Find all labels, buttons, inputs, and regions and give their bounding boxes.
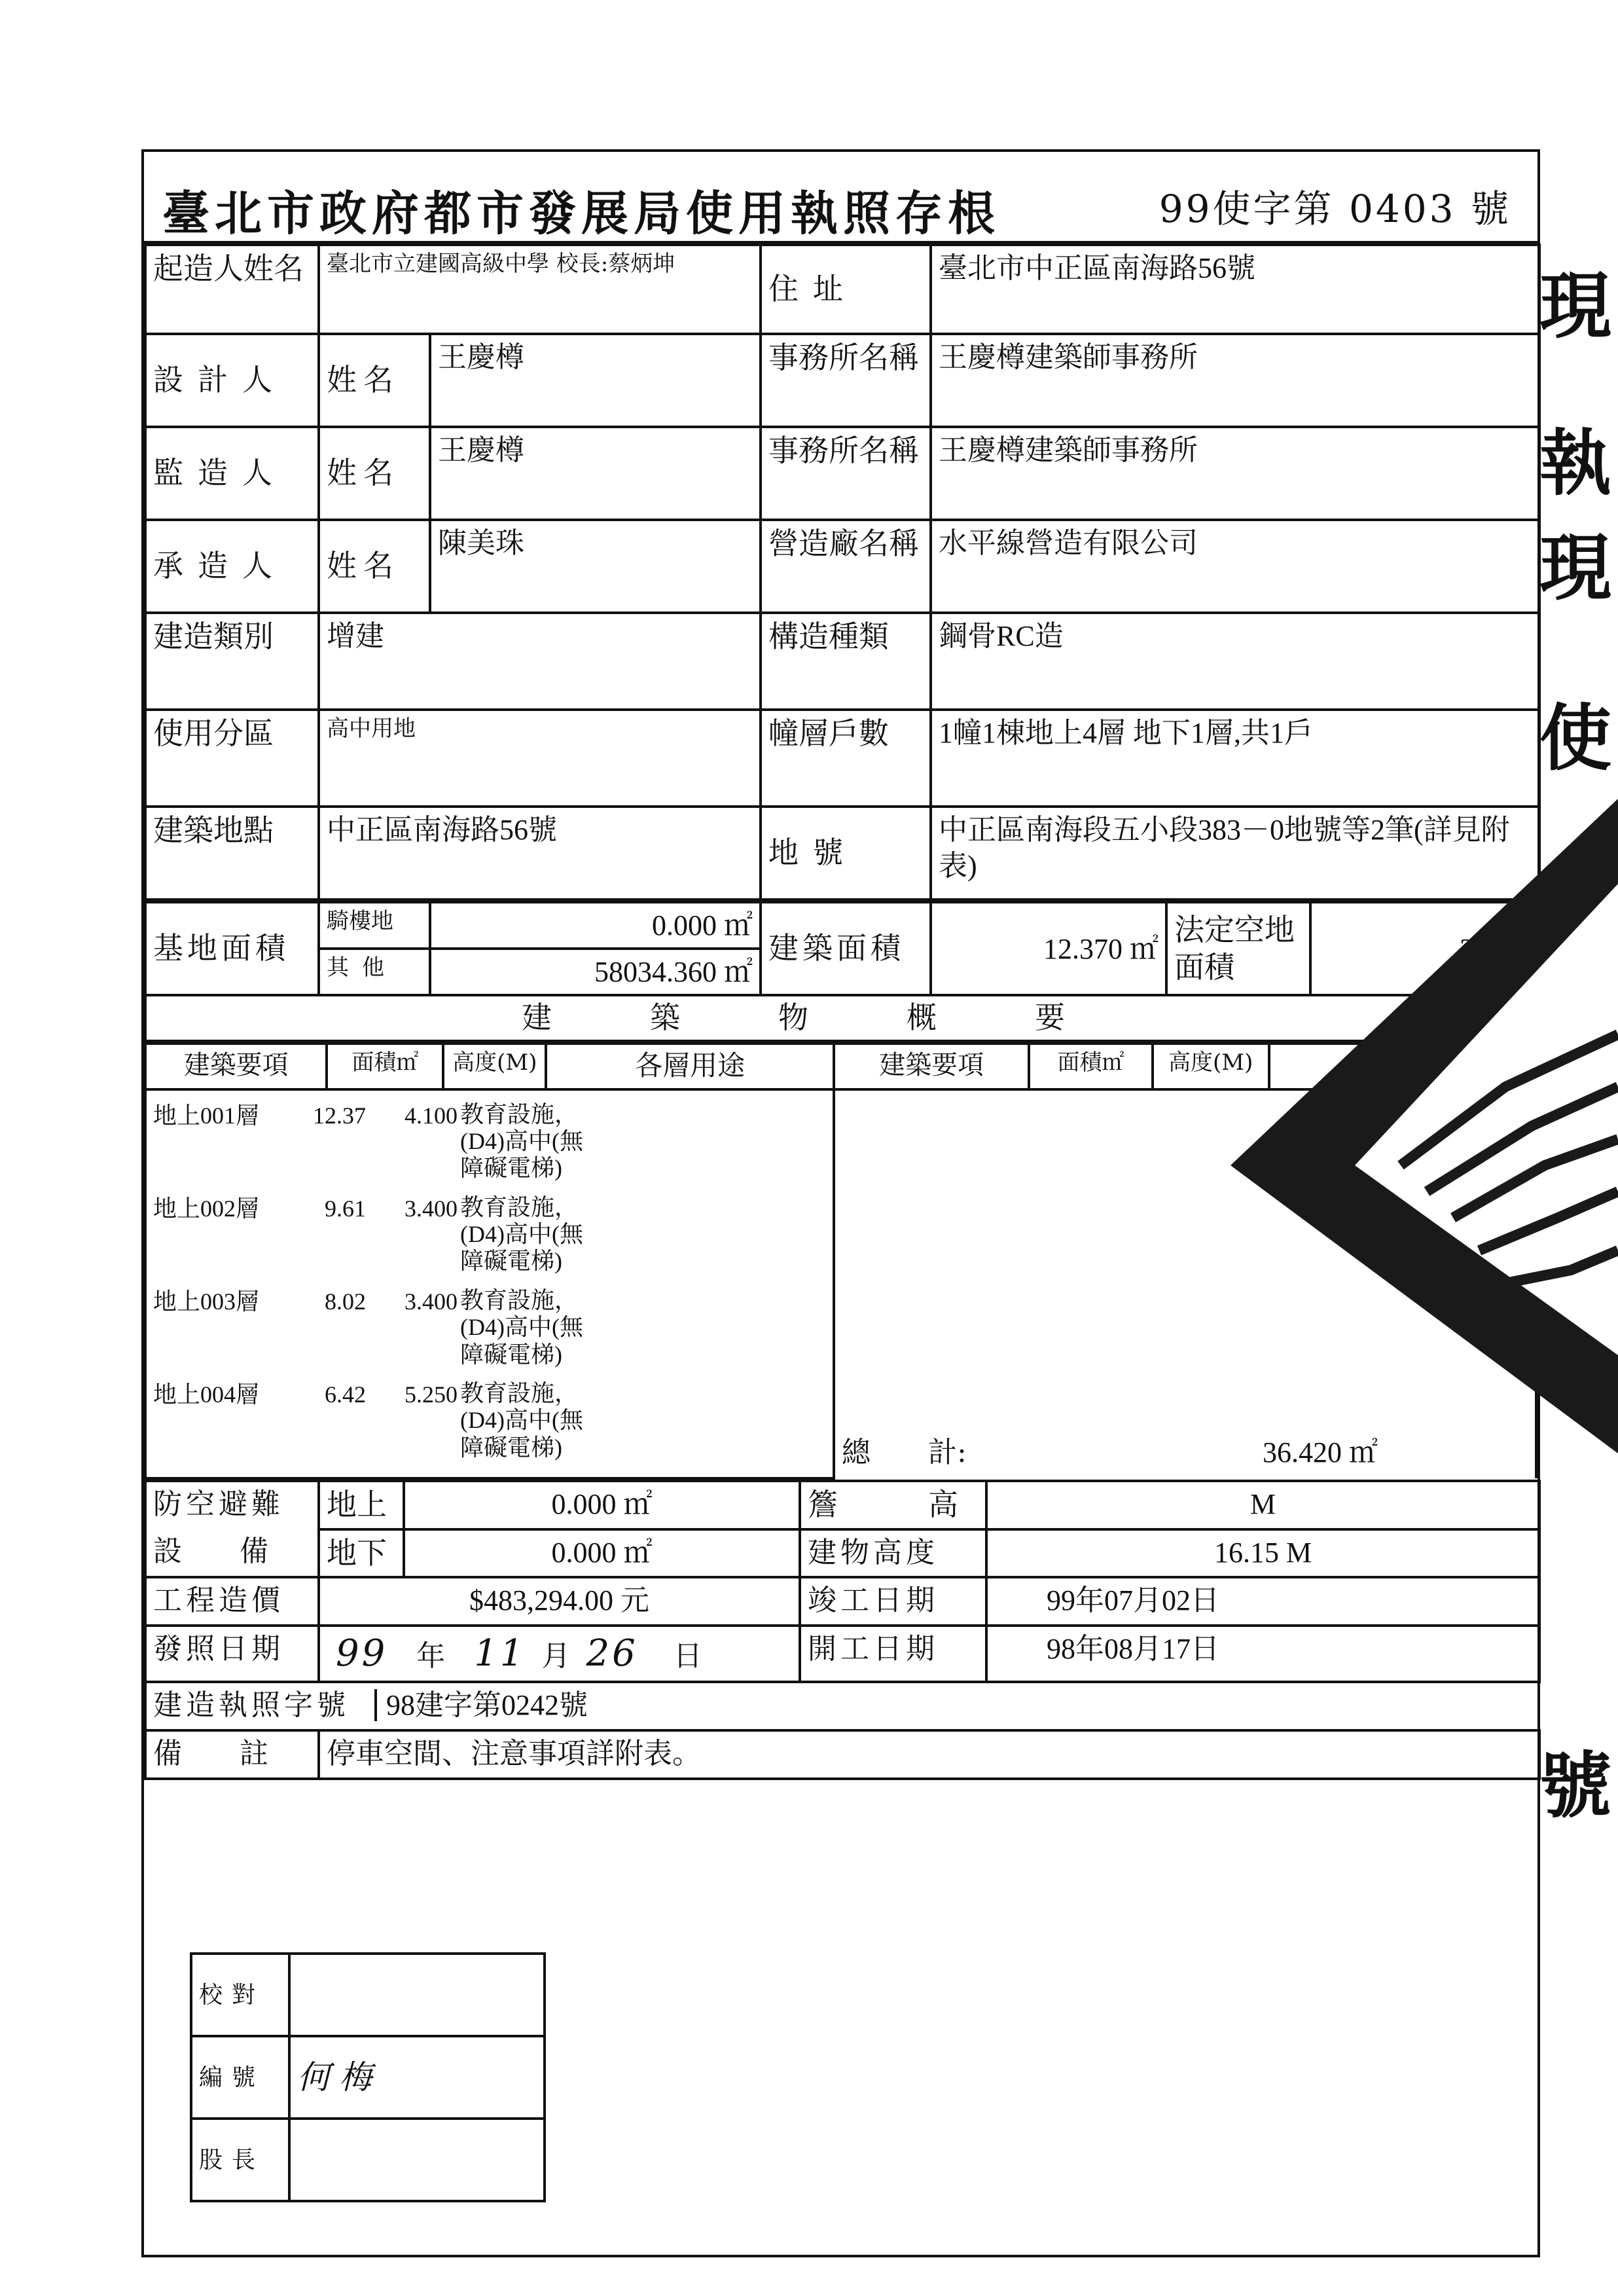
supervisor-office: 王慶樽建築師事務所 [931,427,1539,520]
cost-label: 工程造價 [145,1577,319,1626]
shelter-below-label: 地下 [319,1529,404,1578]
header-height-2: 高度(M) [1153,1044,1269,1089]
floor-row: 地上003層 8.02 3.400 教育設施，(D4)高中(無障礙電梯) [153,1286,583,1368]
open-space-label: 法定空地面積 [1166,902,1310,995]
overview-title: 建築物概要 [145,995,1539,1041]
completion-label: 竣工日期 [800,1577,986,1626]
contractor-office-label: 營造廠名稱 [761,520,931,613]
address-label: 住址 [761,245,931,334]
floors-value: 1幢1棟地上4層 地下1層,共1戶 [931,710,1539,807]
header-usage: 各層用途 [546,1044,834,1089]
contractor-label: 承造人 [145,520,319,613]
bottom-table [144,1480,1541,1780]
eave-label: 簷 高 [800,1481,986,1529]
structure-label: 構造種類 [761,613,931,710]
cost-value: $483,294.00 元 [319,1577,800,1626]
margin-text: 使 [1539,696,1611,780]
floors-label: 幢層戶數 [761,710,931,807]
margin-text: 號 [1539,1743,1611,1828]
official-seal-stamp [1231,799,1618,1453]
shelter-above-value: 0.000 ㎡ [404,1481,800,1529]
document-header [144,152,1537,244]
number-sign: 何梅 [289,2036,545,2119]
remarks-value: 停車空間、注意事項詳附表。 [319,1730,1539,1779]
floor-row: 地上002層 9.61 3.400 教育設施，(D4)高中(無障礙電梯) [153,1194,583,1275]
signoff-box [190,1952,543,2208]
zoning-value: 高中用地 [319,710,761,807]
chief-label: 股長 [191,2119,289,2201]
location-label: 建築地點 [145,807,319,900]
chief-sign [289,2119,545,2201]
supervisor-label: 監造人 [145,427,319,520]
margin-text: 現 [1539,264,1611,348]
contractor-name: 陳美珠 [430,520,761,613]
designer-office-label: 事務所名稱 [761,334,931,427]
building-area-value: 12.370 ㎡ [931,902,1166,995]
margin-text: 現 [1539,526,1611,610]
floor-list [145,1089,834,1479]
build-permit-label: 建造執照字號 [153,1688,350,1722]
issue-date-label: 發照日期 [145,1626,319,1682]
eave-value: M [986,1481,1539,1529]
zoning-label: 使用分區 [145,710,319,807]
designer-name-label: 姓名 [319,334,430,427]
designer-office: 王慶樽建築師事務所 [931,334,1539,427]
supervisor-office-label: 事務所名稱 [761,427,931,520]
document-title: 臺北市政府都市發展局使用執照存根 [162,185,1001,241]
floor-row: 地上004層 6.42 5.250 教育設施，(D4)高中(無障礙電梯) [153,1380,583,1461]
arcade-label: 騎樓地 [319,902,430,949]
total-label: 總 計: [842,1436,967,1470]
building-height-value: 16.15 M [986,1529,1539,1578]
designer-name: 王慶樽 [430,334,761,427]
contractor-office: 水平線營造有限公司 [931,520,1539,613]
applicant-value: 臺北市立建國高級中學 校長:蔡炳坤 [319,245,761,334]
total-value: 36.420 ㎡ [1263,1436,1378,1469]
arcade-value: 0.000 ㎡ [430,902,761,949]
other-value: 58034.360 ㎡ [430,949,761,995]
location-value: 中正區南海路56號 [319,807,761,900]
build-permit-row [145,1682,1539,1730]
designer-label: 設計人 [145,334,319,427]
shelter-below-value: 0.000 ㎡ [404,1529,800,1578]
address-value: 臺北市中正區南海路56號 [931,245,1539,334]
applicant-label: 起造人姓名 [145,245,319,334]
remarks-label: 備 註 [145,1730,319,1779]
check-label: 校對 [191,1954,289,2036]
header-area: 面積㎡ [327,1044,443,1089]
header-item: 建築要項 [145,1044,327,1089]
completion-date: 99年07月02日 [986,1577,1539,1626]
lot-value: 中正區南海段五小段383－0地號等2筆(詳見附表) [931,807,1539,900]
site-area-label: 基地面積 [145,902,319,995]
build-permit-value: 98建字第0242號 [374,1689,588,1721]
permit-number: 99使字第 0403 號 [1159,187,1511,231]
contractor-name-label: 姓名 [319,520,430,613]
start-date: 98年08月17日 [986,1626,1539,1682]
header-height: 高度(M) [443,1044,546,1089]
shelter-label-2: 設 備 [145,1529,319,1578]
floor-row: 地上001層 12.37 4.100 教育設施，(D4)高中(無障礙電梯) [153,1101,583,1182]
header-area-2: 面積㎡ [1029,1044,1152,1089]
build-type-value: 增建 [319,613,761,710]
build-type-label: 建造類別 [145,613,319,710]
supervisor-name: 王慶樽 [430,427,761,520]
header-item-2: 建築要項 [834,1044,1029,1089]
other-label: 其他 [319,949,430,995]
signoff-table [190,1952,546,2202]
structure-value: 鋼骨RC造 [931,613,1539,710]
start-label: 開工日期 [800,1626,986,1682]
check-sign [289,1954,545,2036]
number-label: 編號 [191,2036,289,2119]
shelter-label-1: 防空避難 [145,1481,319,1529]
issue-date-value: 99 年 11 月 26 日 [319,1626,800,1682]
supervisor-name-label: 姓名 [319,427,430,520]
shelter-above-label: 地上 [319,1481,404,1529]
lot-label: 地號 [761,807,931,900]
building-area-label: 建築面積 [761,902,931,995]
margin-text: 執 [1539,421,1611,505]
building-height-label: 建物高度 [800,1529,986,1578]
